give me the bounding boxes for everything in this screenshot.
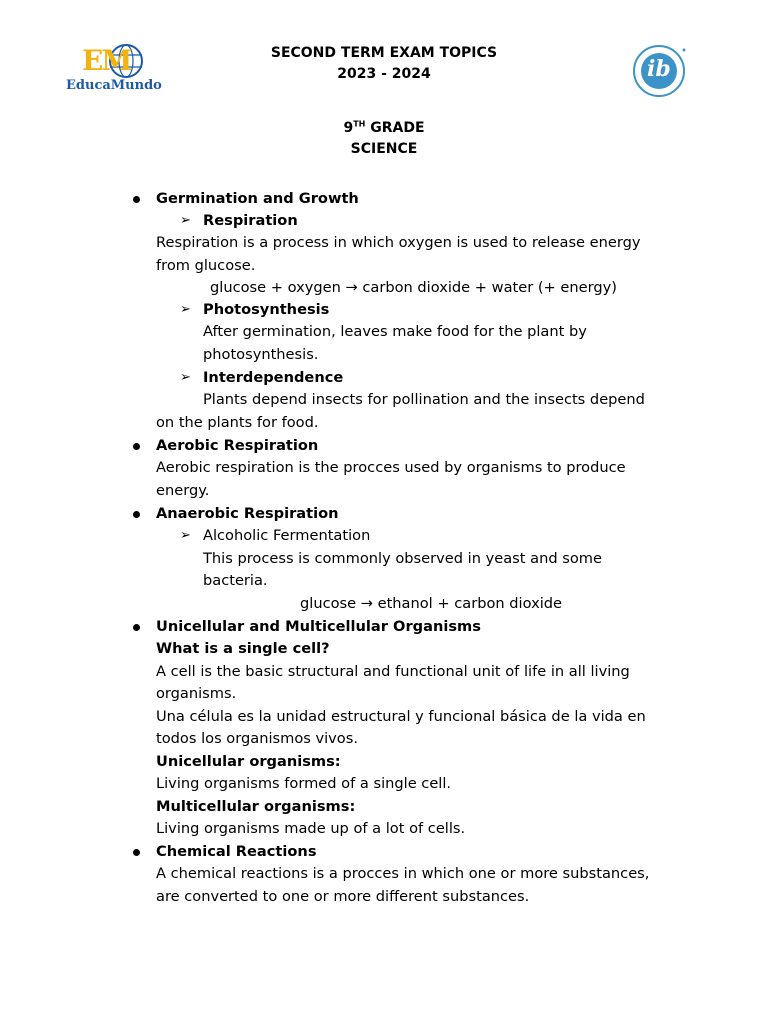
arrow-bullet-icon: ➢ [180,528,191,543]
subtitle-respiration: Respiration [203,212,298,229]
section-title-cells: Unicellular and Multicellular Organisms [156,618,481,635]
grade-heading [0,118,768,139]
educamundo-name: EducaMundo [66,78,162,93]
subtitle-interdependence: Interdependence [203,369,344,386]
chemical-text-2: are converted to one or more different substances. [156,888,530,905]
subject-heading: SCIENCE [350,141,418,157]
respiration-text-2: from glucose. [156,257,256,274]
photosynthesis-text-2: photosynthesis. [203,346,319,363]
respiration-equation: glucose + oxygen → carbon dioxide + water (+ energy) [210,279,617,296]
cells-text-2: organisms. [156,685,237,702]
fermentation-text-2: bacteria. [203,572,268,589]
arrow-bullet-icon: ➢ [180,370,191,385]
fermentation-text-1: This process is commonly observed in yeast and some [203,550,602,567]
unicellular-heading: Unicellular organisms: [156,753,341,770]
bullet-dot [133,624,140,631]
multicellular-heading: Multicellular organisms: [156,798,356,815]
bullet-dot [133,849,140,856]
chemical-text-1: A chemical reactions is a procces in which one or more substances, [156,865,650,882]
bullet-dot [133,443,140,450]
cells-text-1: A cell is the basic structural and functional unit of life in all living [156,663,630,680]
arrow-bullet-icon: ➢ [180,213,191,228]
section-title-chemical: Chemical Reactions [156,843,317,860]
bullet-dot [133,196,140,203]
cells-spanish-2: todos los organismos vivos. [156,730,358,747]
ib-mark: ib [647,56,671,82]
section-title-anaerobic: Anaerobic Respiration [156,505,339,522]
multicellular-text: Living organisms made up of a lot of cells. [156,820,466,837]
aerobic-text-2: energy. [156,482,210,499]
interdependence-text-1: Plants depend insects for pollination and the insects depend [203,391,645,408]
section-title-germination: Germination and Growth [156,190,359,207]
arrow-bullet-icon: ➢ [180,302,191,317]
fermentation-equation: glucose → ethanol + carbon dioxide [300,595,563,612]
grade-suffix: TH [353,119,366,129]
respiration-text-1: Respiration is a process in which oxygen is used to release energy [156,234,641,251]
bullet-dot [133,511,140,518]
interdependence-text-2: on the plants for food. [156,414,319,431]
grade-number: 9 [343,120,354,136]
section-title-aerobic: Aerobic Respiration [156,437,319,454]
unicellular-text: Living organisms formed of a single cell. [156,775,452,792]
school-year: 2023 - 2024 [337,66,431,82]
educamundo-initials: EM [82,44,131,77]
photosynthesis-text-1: After germination, leaves make food for the plant by [203,323,587,340]
document-title: SECOND TERM EXAM TOPICS [270,45,498,61]
cells-spanish-1: Una célula es la unidad estructural y funcional básica de la vida en [156,708,646,725]
subtitle-fermentation: Alcoholic Fermentation [203,527,371,544]
cells-question: What is a single cell? [156,640,330,657]
subtitle-photosynthesis: Photosynthesis [203,301,330,318]
grade-word: GRADE [365,120,425,136]
aerobic-text-1: Aerobic respiration is the procces used by organisms to produce [156,459,626,476]
